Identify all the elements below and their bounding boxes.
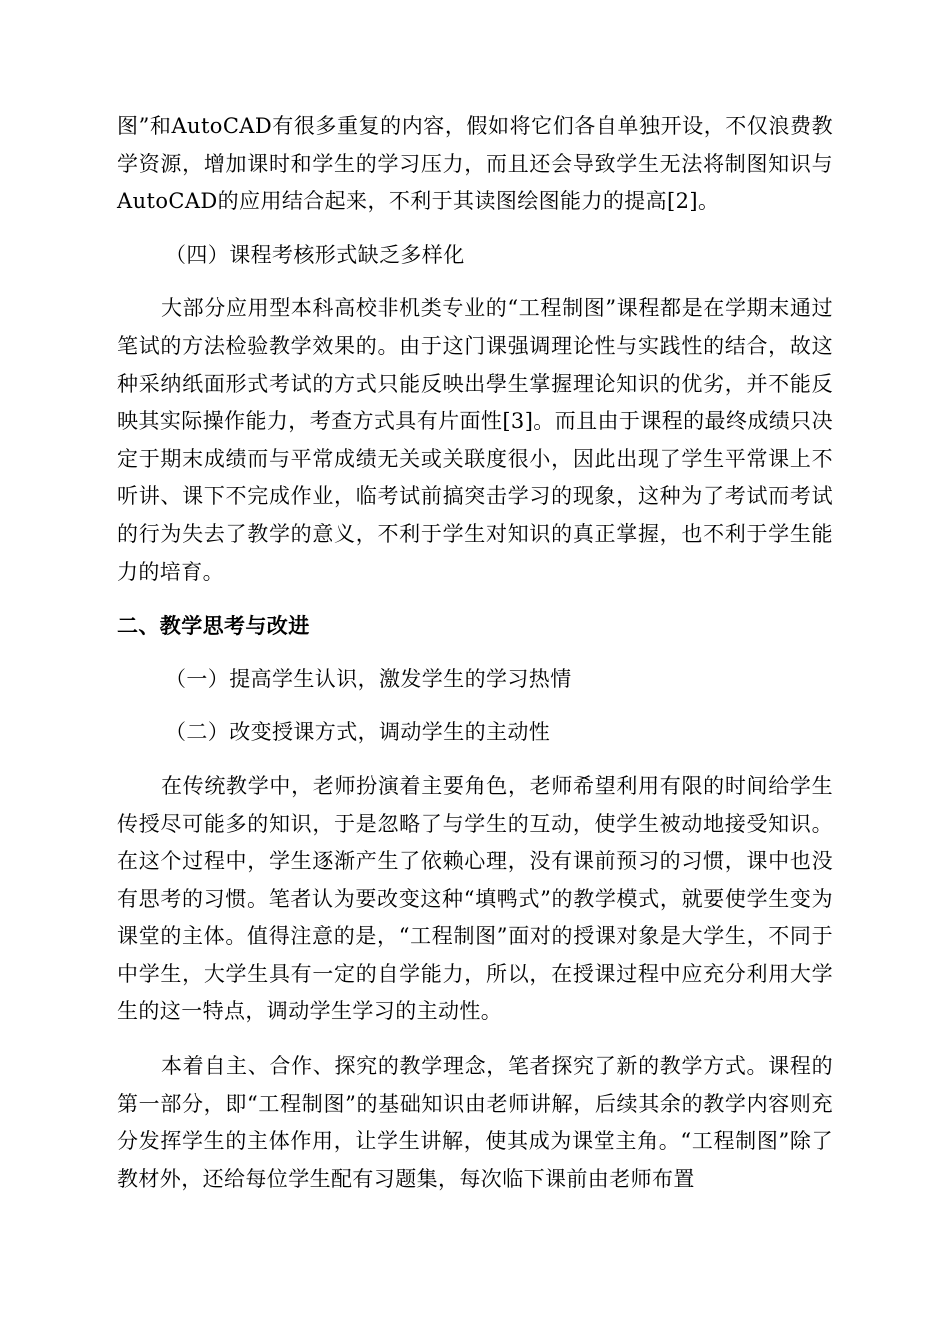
subheading-raise-awareness: （一）提高学生认识，激发学生的学习热情	[165, 666, 572, 691]
paragraph-new-method: 本着自主、合作、探究的教学理念，笔者探究了新的教学方式。课程的第一部分，即“工程制图”的基础知识由老师讲解，后续其余的教学内容则充分发挥学生的主体作用，让学生讲解，使其成为课堂主角。“工程制图”除了教材外，还给每位学生配有习题集，每次临下课前由老师布置	[117, 1054, 833, 1191]
paragraph-assessment: 大部分应用型本科高校非机类专业的“工程制图”课程都是在学期末通过笔试的方法检验教学效果的。由于这门课强调理论性与实践性的结合，故这种采纳纸面形式考试的方式只能反映出學生掌握理论知识的优劣，并不能反映其实际操作能力，考查方式具有片面性[3]。而且由于课程的最终成绩只决定于期末成绩而与平常成绩无关或关联度很小，因此出现了学生平常课上不听讲、课下不完成作业，临考试前搞突击学习的现象，这种为了考试而考试的行为失去了教学的意义，不利于学生对知识的真正掌握，也不利于学生能力的培育。	[117, 296, 833, 584]
subheading-assessment: （四）课程考核形式缺乏多样化	[165, 242, 465, 267]
subheading-change-teaching: （二）改变授课方式，调动学生的主动性	[165, 720, 551, 745]
document-body	[117, 108, 833, 1198]
paragraph-autocad-overlap: 图”和AutoCAD有很多重复的内容，假如将它们各自单独开设，不仅浪费教学资源，增加课时和学生的学习压力，而且还会导致学生无法将制图知识与AutoCAD的应用结合起来，不利于其读图绘图能力的提高[2]。	[117, 114, 833, 214]
paragraph-traditional-teaching: 在传统教学中，老师扮演着主要角色，老师希望利用有限的时间给学生传授尽可能多的知识，于是忽略了与学生的互动，使学生被动地接受知识。在这个过程中，学生逐渐产生了依赖心理，没有课前预习的习惯，课中也没有思考的习惯。笔者认为要改变这种“填鸭式”的教学模式，就要使学生变为课堂的主体。值得注意的是，“工程制图”面对的授课对象是大学生，不同于中学生，大学生具有一定的自学能力，所以，在授课过程中应充分利用大学生的这一特点，调动学生学习的主动性。	[117, 773, 833, 1024]
section-heading-teaching-improvement: 二、教学思考与改进	[117, 613, 310, 639]
